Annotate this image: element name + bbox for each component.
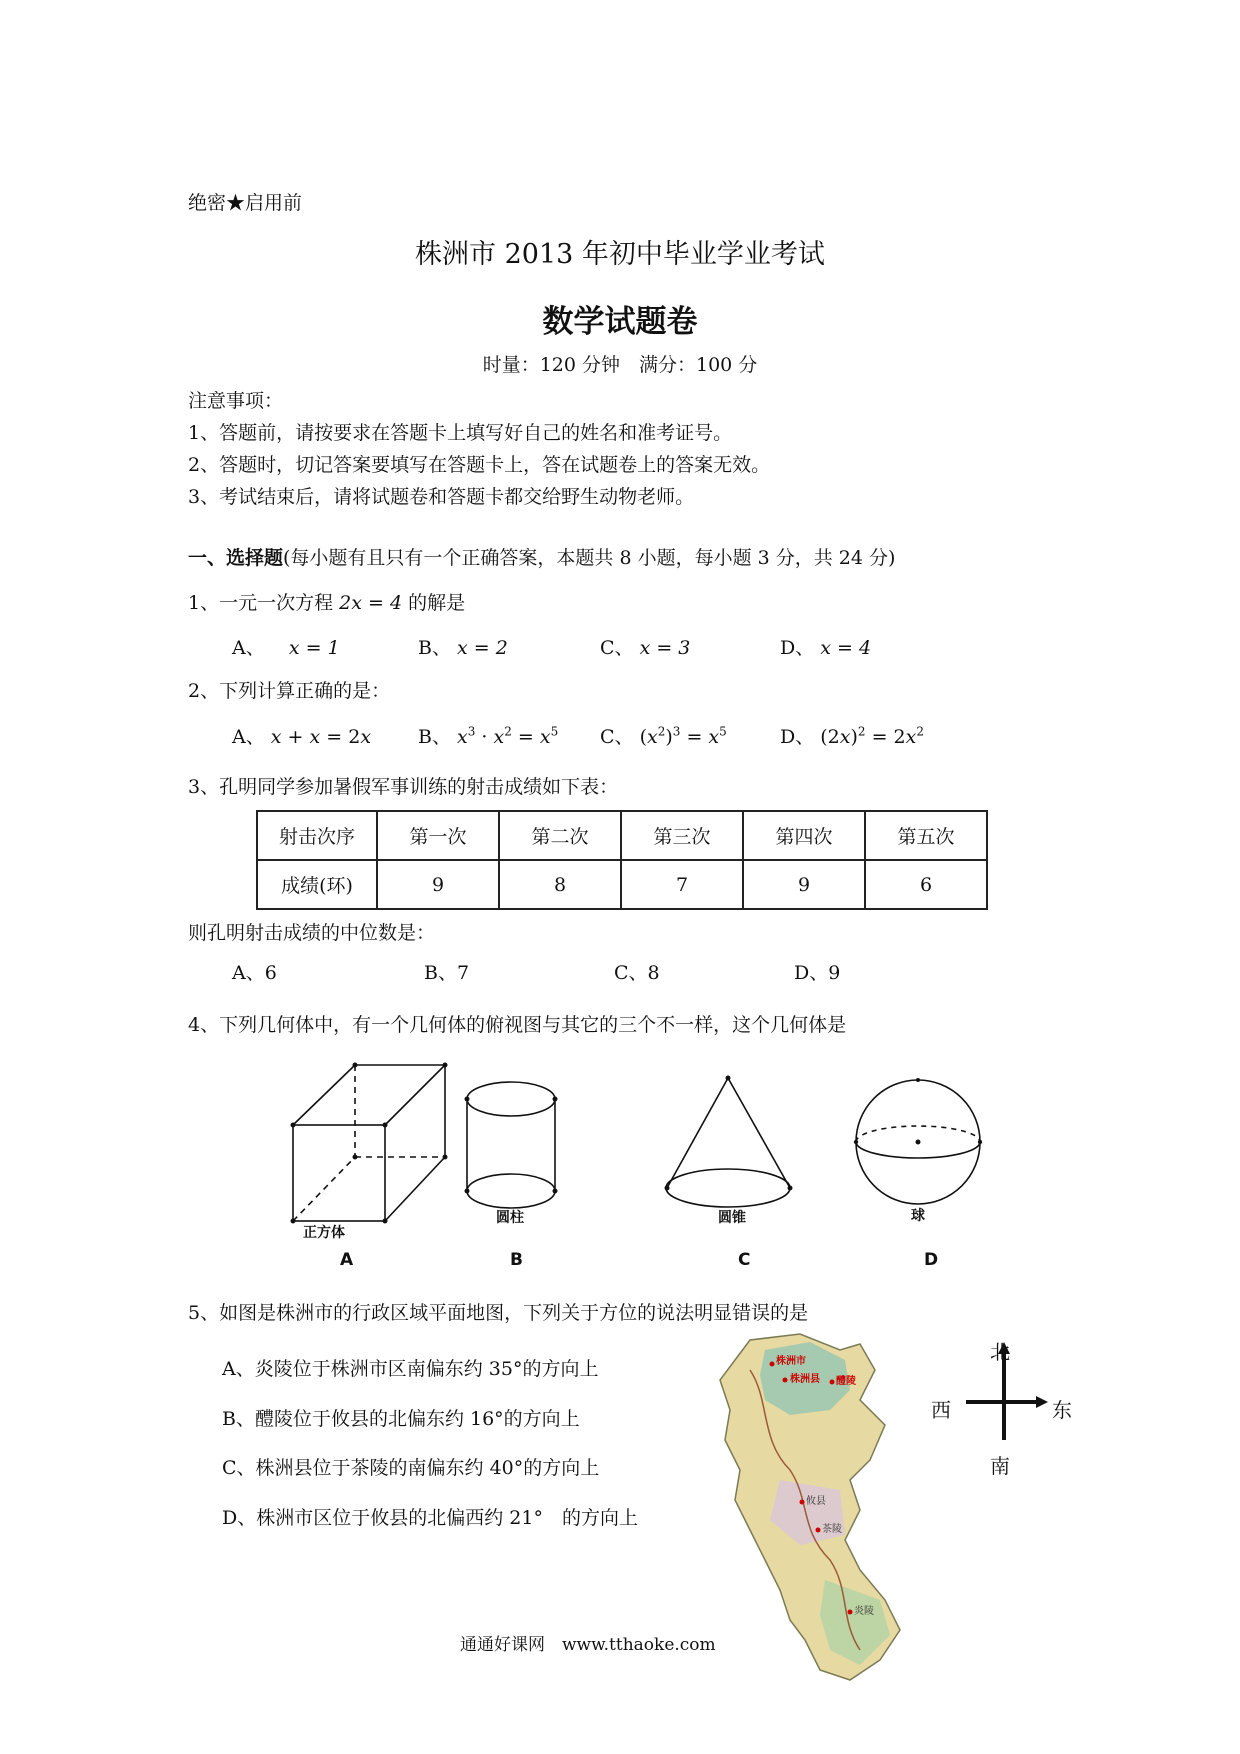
map-label-liling: 醴陵 xyxy=(836,1376,856,1387)
q5-option-a: A、炎陵位于株洲市区南偏东约 35°的方向上 xyxy=(222,1358,599,1380)
table-header-cell: 第五次 xyxy=(865,811,987,860)
shape-letter-a: A xyxy=(340,1250,354,1270)
cone-label: 圆锥 xyxy=(718,1210,746,1226)
map-label-youxian: 攸县 xyxy=(806,1496,826,1507)
compass-east: 东 xyxy=(1052,1398,1072,1422)
time-info: 时量：120 分钟 满分：100 分 xyxy=(482,354,758,376)
cube-label: 正方体 xyxy=(303,1225,345,1241)
note-item: 1、答题前，请按要求在答题卡上填写好自己的姓名和准考证号。 xyxy=(188,422,733,444)
paper-title: 数学试题卷 xyxy=(542,304,698,340)
map-label-chaling: 茶陵 xyxy=(822,1524,842,1535)
compass-south: 南 xyxy=(990,1454,1010,1478)
q3-option-b: B、7 xyxy=(424,962,470,984)
map-label-yanling: 炎陵 xyxy=(854,1606,874,1617)
secret-mark: 绝密★启用前 xyxy=(188,192,303,214)
question-1-stem xyxy=(188,588,465,615)
cylinder-figure xyxy=(467,1082,555,1208)
q2-option-b: B、 $x^3 \cdot x^2 = x^5$ xyxy=(418,724,559,748)
cube-figure xyxy=(293,1065,445,1221)
table-header-cell: 第一次 xyxy=(377,811,499,860)
section-heading xyxy=(188,543,895,570)
section-desc: (每小题有且只有一个正确答案，本题共 8 小题，每小题 3 分，共 24 分) xyxy=(283,547,896,569)
note-item: 3、考试结束后，请将试题卷和答题卡都交给野生动物老师。 xyxy=(188,486,695,508)
q2-option-c: C、 $(x^2)^3 = x^5$ xyxy=(600,724,727,748)
geometry-figures xyxy=(0,1040,1240,1290)
map-label-county: 株洲县 xyxy=(790,1374,820,1385)
question-5-stem: 5、如图是株洲市的行政区域平面地图，下列关于方位的说法明显错误的是 xyxy=(188,1302,809,1324)
q1-option-b: B、 x = 2 xyxy=(418,637,508,659)
q5-option-c: C、株洲县位于茶陵的南偏东约 40°的方向上 xyxy=(222,1457,600,1479)
table-cell: 8 xyxy=(499,860,621,909)
q1-option-d: D、 x = 4 xyxy=(780,637,872,659)
table-header-cell: 第二次 xyxy=(499,811,621,860)
table-header-cell: 第三次 xyxy=(621,811,743,860)
table-cell: 6 xyxy=(865,860,987,909)
q3-question: 则孔明射击成绩的中位数是： xyxy=(188,922,436,944)
table-header-cell: 第四次 xyxy=(743,811,865,860)
question-4-stem: 4、下列几何体中，有一个几何体的俯视图与其它的三个不一样，这个几何体是 xyxy=(188,1014,847,1036)
q3-option-c: C、8 xyxy=(614,962,660,984)
score-table xyxy=(256,810,988,910)
question-2-stem: 2、下列计算正确的是： xyxy=(188,680,391,702)
q1-stem-pre: 1、一元一次方程 xyxy=(188,592,340,614)
map-label-city: 株洲市 xyxy=(776,1356,806,1367)
q1-option-c: C、 x = 3 xyxy=(600,637,691,659)
q1-stem-post: 的解是 xyxy=(402,592,466,614)
table-cell: 9 xyxy=(377,860,499,909)
table-cell: 成绩(环) xyxy=(257,860,377,909)
q5-option-b: B、醴陵位于攸县的北偏东约 16°的方向上 xyxy=(222,1408,580,1430)
zhuzhou-map xyxy=(710,1330,980,1690)
exam-title: 株洲市 2013 年初中毕业学业考试 xyxy=(415,239,825,270)
table-row xyxy=(257,860,987,909)
q3-option-a: A、6 xyxy=(232,962,277,984)
section-title: 一、选择题 xyxy=(188,547,284,569)
q2-option-d: D、 $(2x)^2 = 2x^2$ xyxy=(780,724,925,748)
q5-option-d: D、株洲市区位于攸县的北偏西约 21° 的方向上 xyxy=(222,1507,638,1529)
q1-equation: 2x = 4 xyxy=(339,592,403,614)
table-row xyxy=(257,811,987,860)
footer-text: 通通好课网 www.tthaoke.com xyxy=(460,1635,716,1655)
note-item: 2、答题时，切记答案要填写在答题卡上，答在试题卷上的答案无效。 xyxy=(188,454,771,476)
q2-option-a: A、 x + x = 2x xyxy=(232,726,372,748)
table-cell: 7 xyxy=(621,860,743,909)
table-header-cell: 射击次序 xyxy=(257,811,377,860)
sphere-label: 球 xyxy=(911,1208,925,1224)
q3-option-d: D、9 xyxy=(794,962,841,984)
compass-west: 西 xyxy=(931,1398,951,1422)
table-cell: 9 xyxy=(743,860,865,909)
shape-letter-b: B xyxy=(510,1250,523,1270)
cylinder-label: 圆柱 xyxy=(496,1210,524,1226)
shape-letter-d: D xyxy=(924,1250,939,1270)
notes-heading: 注意事项： xyxy=(188,390,284,412)
shape-letter-c: C xyxy=(738,1250,751,1270)
question-3-stem: 3、孔明同学参加暑假军事训练的射击成绩如下表： xyxy=(188,776,619,798)
compass-north: 北 xyxy=(990,1340,1010,1364)
q1-option-a: A、 x = 1 xyxy=(232,637,340,659)
cone-figure xyxy=(666,1078,790,1207)
